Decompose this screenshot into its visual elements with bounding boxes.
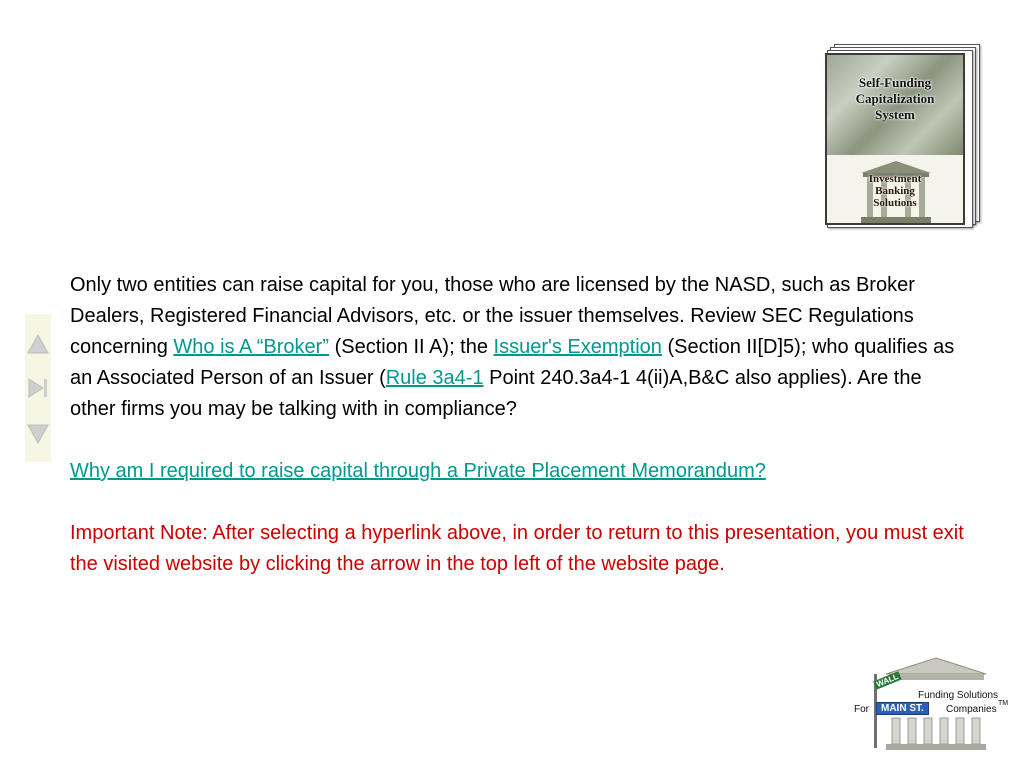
book-subtitle-line: Solutions — [873, 197, 917, 209]
private-placement-memorandum-link[interactable]: Why am I required to raise capital through a Private Placement Memorandum? — [70, 460, 766, 482]
important-note: Important Note: After selecting a hyperlink above, in order to return to this presentation, you must exit the visited website by clicking the arrow in the top left of the website page. — [70, 522, 964, 575]
next-slide-button[interactable] — [25, 414, 51, 454]
last-slide-button[interactable] — [25, 368, 51, 408]
compliance-paragraph — [70, 270, 970, 425]
body-text: (Section II A); the — [329, 336, 494, 358]
body-text: (Section II[D]5); who qualifies as an Associated Person of an Issuer ( — [70, 336, 955, 389]
body-text: Only two entities can raise capital for you, those who are licensed by the NASD, such as Broker Dealers, Registered Financial Advisors, etc. or the issuer themselves. Review SEC Regulations concerning — [70, 274, 915, 358]
book-title-line: Self-Funding — [858, 75, 932, 90]
slide-navigation — [25, 314, 51, 462]
wall-street-sign: WALL — [875, 672, 900, 689]
triangle-down-icon — [27, 423, 49, 445]
self-funding-book-image — [822, 44, 980, 234]
previous-slide-button[interactable] — [25, 324, 51, 364]
book-subtitle-line: Banking — [875, 185, 915, 197]
book-subtitle-line: Investment — [868, 173, 922, 185]
book-title-line: Capitalization — [855, 91, 935, 106]
book-title-line: System — [875, 107, 915, 122]
main-street-sign: MAIN ST. — [876, 702, 929, 715]
trademark-symbol: TM — [998, 700, 1009, 707]
logo-for-text: For — [854, 704, 869, 715]
skip-end-icon — [27, 377, 49, 399]
book-cover — [825, 53, 965, 225]
logo-funding-text: Funding Solutions — [918, 690, 999, 701]
rule-3a4-1-link[interactable]: Rule 3a4-1 — [385, 367, 484, 389]
who-is-a-broker-link[interactable]: Who is A “Broker” — [173, 336, 330, 358]
issuers-exemption-link[interactable]: Issuer's Exemption — [493, 336, 662, 358]
funding-solutions-logo — [848, 652, 1008, 752]
logo-companies-text: Companies — [946, 704, 997, 715]
slide-body — [70, 270, 970, 580]
triangle-up-icon — [27, 333, 49, 355]
book-subtitle — [827, 173, 963, 209]
body-text: Point 240.3a4-1 4(ii)A,B&C also applies). Are the other firms you may be talking with in compliance? — [70, 367, 922, 420]
book-title — [827, 75, 963, 123]
ppm-paragraph — [70, 456, 970, 487]
